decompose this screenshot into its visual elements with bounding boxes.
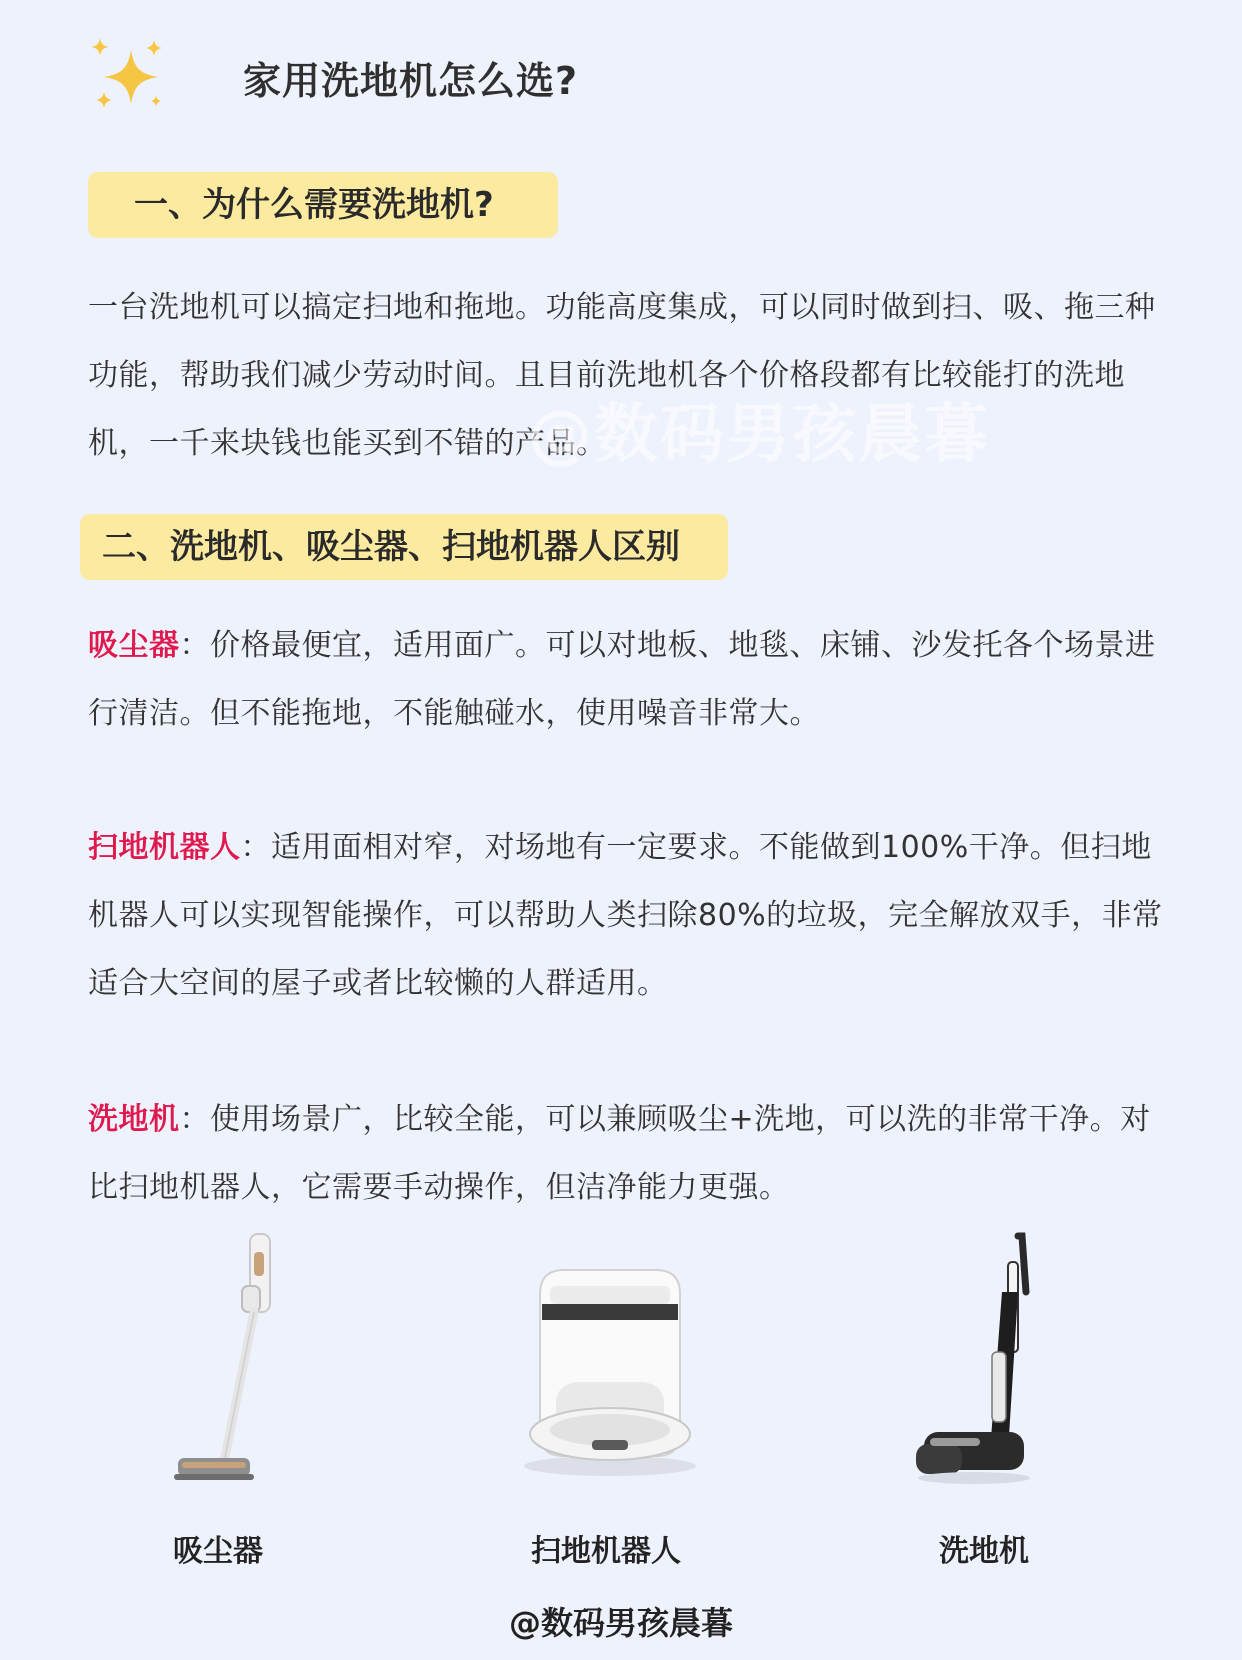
term-label: 吸尘器 [88, 628, 180, 663]
author-footer: @数码男孩晨暮 [508, 1604, 733, 1642]
vacuum-cleaner-image [168, 1232, 298, 1490]
robot-vacuum-image [520, 1264, 700, 1479]
term-text: 价格最便宜，适用面广。可以对地板、地毯、床铺、沙发托各个场景进行清洁。但不能拖地，不能触碰水，使用噪音非常大。 [88, 628, 1156, 731]
term-text: 使用场景广，比较全能，可以兼顾吸尘+洗地，可以洗的非常干净。对比扫地机器人，它需要手动操作，但洁净能力更强。 [88, 1102, 1151, 1205]
page-title: 家用洗地机怎么选? [243, 59, 579, 103]
section-heading-difference: 二、洗地机、吸尘器、扫地机器人区别 [80, 514, 728, 580]
product-label-vacuum: 吸尘器 [173, 1534, 263, 1569]
term-label: 洗地机 [88, 1102, 180, 1137]
sparkle-icon [86, 36, 176, 116]
item-robot-description [88, 814, 1168, 1018]
item-washer-description [88, 1086, 1168, 1222]
section-heading-why: 一、为什么需要洗地机? [88, 172, 558, 238]
watermark: @数码男孩晨暮 [528, 398, 990, 472]
term-text: 适用面相对窄，对场地有一定要求。不能做到100%干净。但扫地机器人可以实现智能操作，可以帮助人类扫除80%的垃圾，完全解放双手，非常适合大空间的屋子或者比较懒的人群适用。 [88, 830, 1163, 1001]
term-separator: ： [240, 830, 271, 865]
product-label-washer: 洗地机 [939, 1534, 1029, 1569]
floor-washer-image [910, 1232, 1040, 1494]
term-separator: ： [179, 628, 210, 663]
term-label: 扫地机器人 [88, 830, 241, 865]
term-separator: ： [179, 1102, 210, 1137]
section-why-paragraph: 一台洗地机可以搞定扫地和拖地。功能高度集成，可以同时做到扫、吸、拖三种功能，帮助我们减少劳动时间。且目前洗地机各个价格段都有比较能打的洗地机，一千来块钱也能买到不错的产品。 [88, 290, 1156, 461]
product-label-robot: 扫地机器人 [531, 1534, 681, 1569]
item-vacuum-description [88, 612, 1168, 748]
